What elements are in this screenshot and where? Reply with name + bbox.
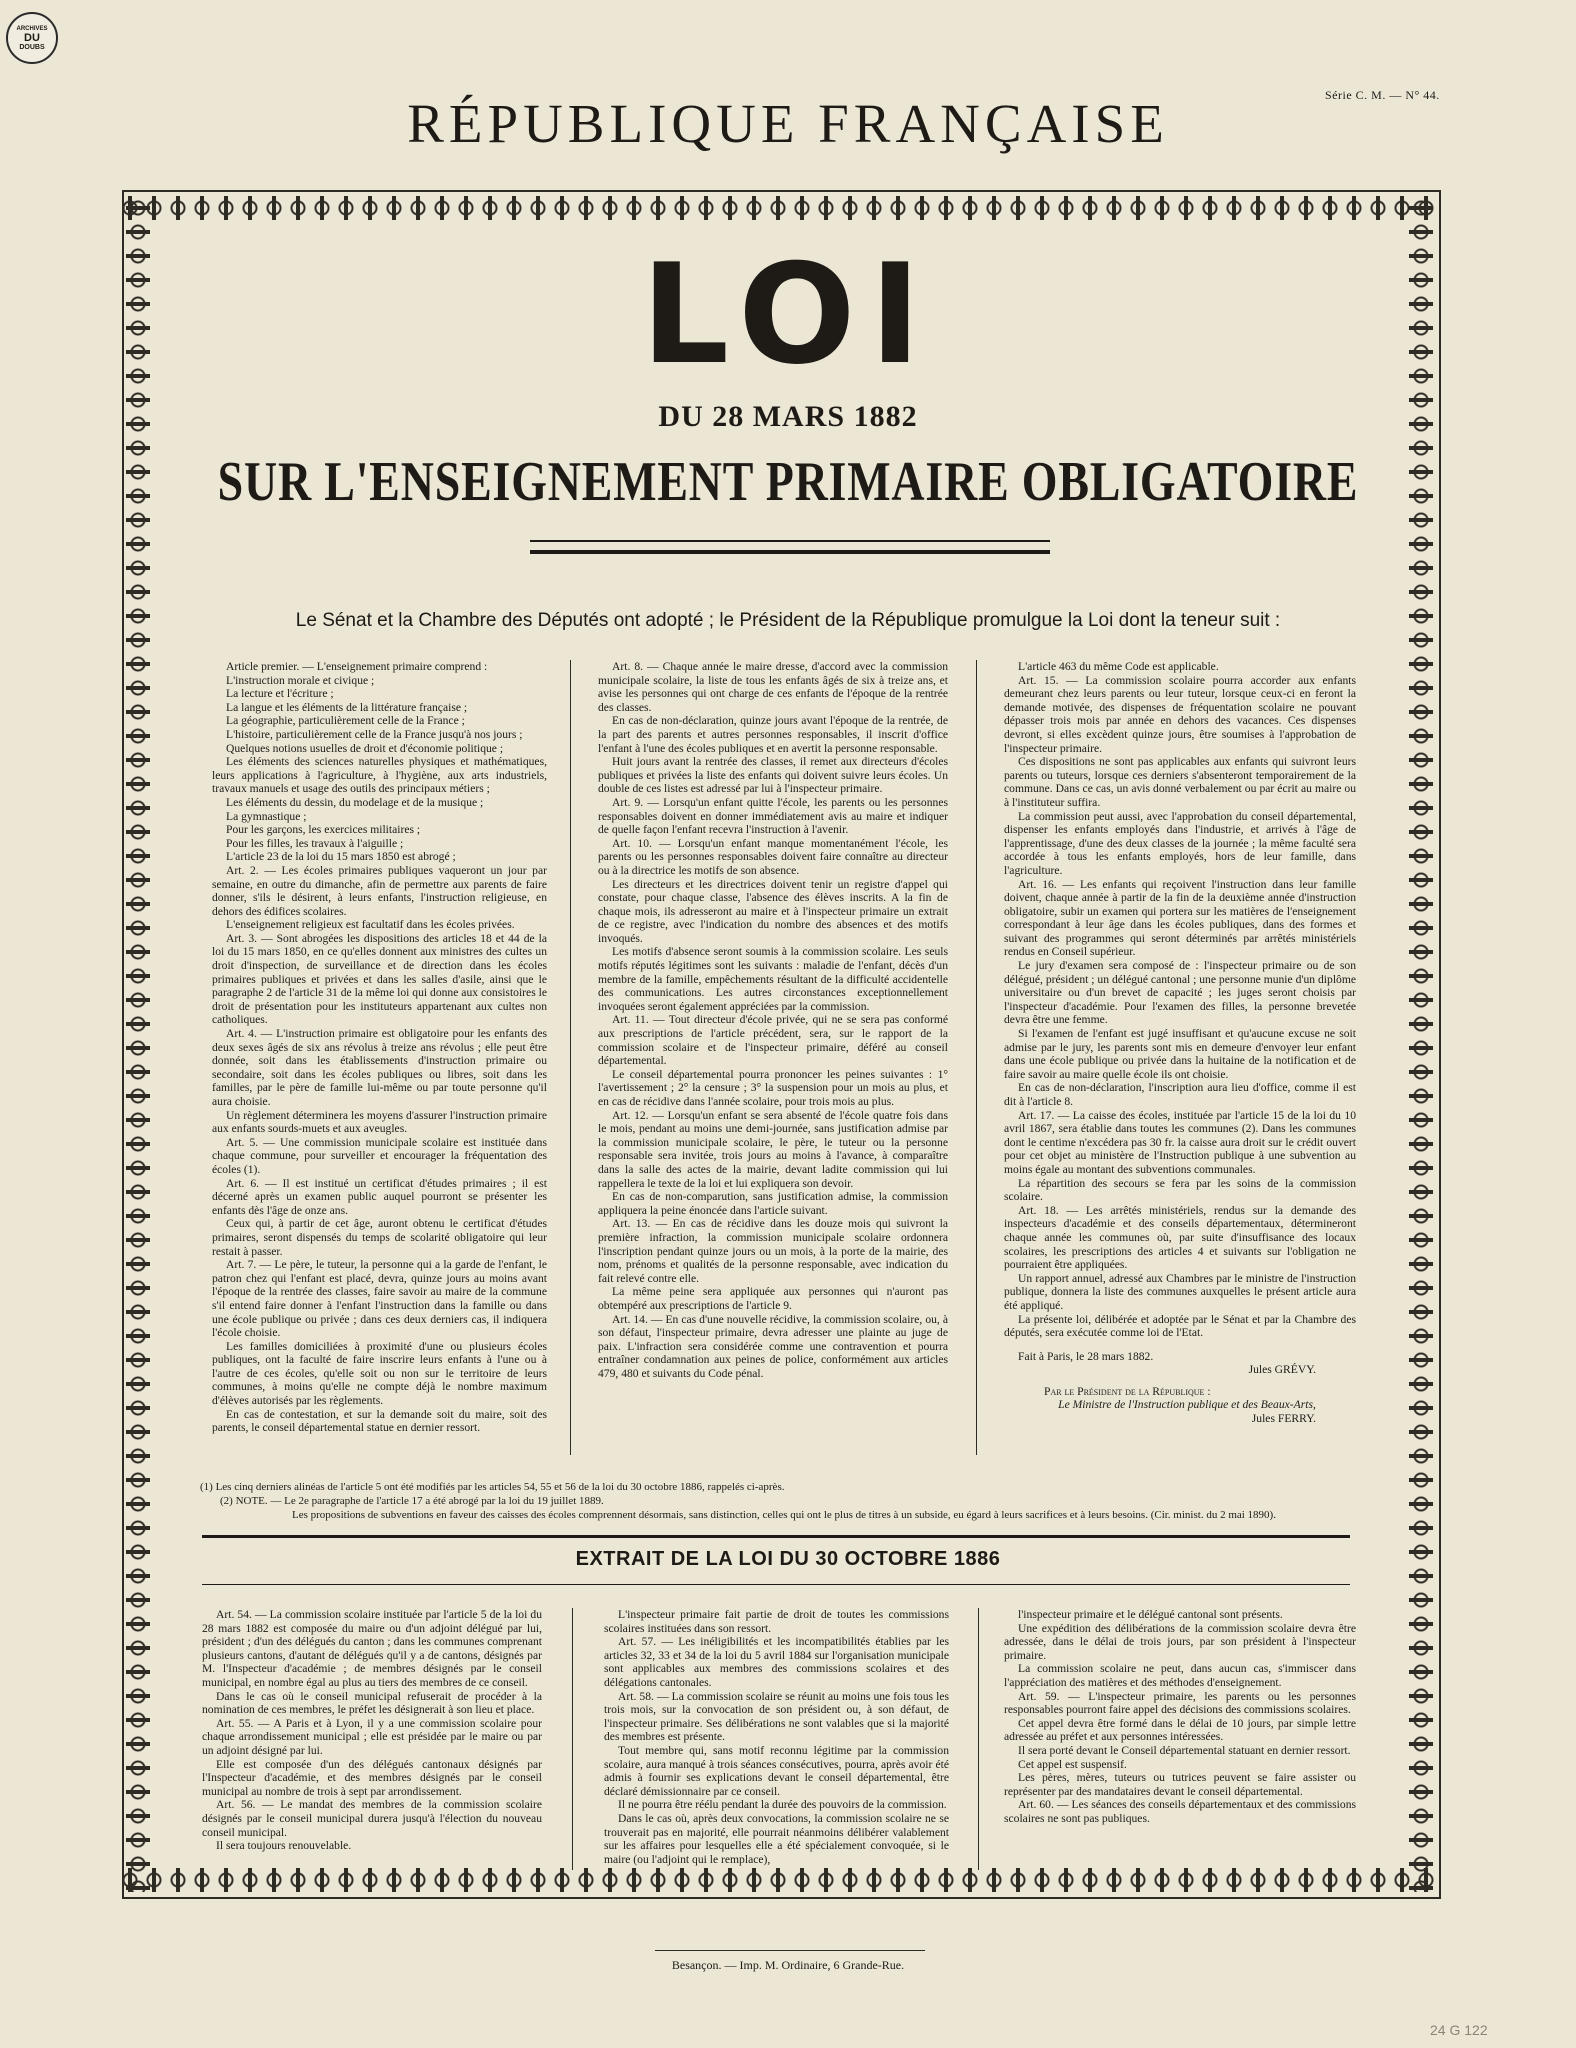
law-column-1 — [212, 660, 547, 1435]
paragraph: L'enseignement religieux est facultatif dans les écoles privées. — [226, 918, 515, 932]
signature-president: Jules GRÉVY. — [1248, 1363, 1316, 1377]
paragraph: Dans le cas où, après deux convocations, la commission scolaire ne se trouverait pas en majorité, elle pourrait néanmoins délibérer valablement sur les affaires pour lesquelles elle a été spécialement convoquée, si le maire (ou l'adjoint qui le remplace), — [604, 1811, 949, 1866]
paragraph: Les directeurs et les directrices doivent tenir un registre d'appel qui constate, pour chaque classe, l'absence des élèves inscrits. A la fin de chaque mois, ils adresseront au maire et à l'inspecteur primaire un extrait de ce registre, avec l'indication du nombre des absences et des motifs invoqués. — [598, 877, 948, 945]
stamp-line: ARCHIVES — [16, 25, 48, 32]
paragraph: Un règlement déterminera les moyens d'assurer l'instruction primaire aux enfants sourds-muets et aux aveugles. — [212, 1108, 547, 1136]
footnotes — [200, 1480, 1360, 1522]
paragraph: Art. 10. — Lorsqu'un enfant manque momentanément l'école, les parents ou les personnes responsables doivent faire connaître au directeur ou à la directrice les motifs de son absence. — [598, 836, 948, 877]
signature-minister-title: Le Ministre de l'Instruction publique et des Beaux-Arts, — [1058, 1398, 1316, 1412]
footnote-2: (2) NOTE. — Le 2e paragraphe de l'article 17 a été abrogé par la loi du 19 juillet 1889. — [220, 1495, 604, 1507]
column-divider — [572, 1608, 573, 1870]
paragraph: La présente loi, délibérée et adoptée par le Sénat et par la Chambre des députés, sera exécutée comme loi de l'Etat. — [1004, 1312, 1356, 1340]
section-rule — [202, 1584, 1350, 1585]
paragraph: Le conseil départemental pourra prononcer les peines suivantes : 1° l'avertissement ; 2° la censure ; 3° la suspension pour un mois au plus, et en cas de récidive dans l'année scolaire, pour trois mois au plus. — [598, 1067, 948, 1108]
preamble: Le Sénat et la Chambre des Députés ont adopté ; le Président de la République promulgue la Loi dont la teneur suit : — [295, 610, 1281, 631]
paragraph: Quelques notions usuelles de droit et d'économie politique ; — [226, 741, 504, 755]
paragraph: Pour les filles, les travaux à l'aiguille ; — [226, 836, 404, 850]
law-date: DU 28 MARS 1882 — [658, 400, 918, 433]
paragraph: Si l'examen de l'enfant est jugé insuffisant et qu'aucune excuse ne soit admise par le jury, les parents sont mis en demeure d'envoyer leur enfant dans une école publique ou privée dans la huitaine de la notification et de faire savoir au maire quelle école ils ont choisie. — [1004, 1027, 1356, 1081]
paragraph: Art. 57. — Les inéligibilités et les incompatibilités établies par les articles 32, 33 et 34 de la loi du 5 avril 1884 sur l'organisation municipale sont applicables aux membres des commissions scolaires et des délégations cantonales. — [604, 1635, 949, 1689]
extrait-column-3 — [1004, 1608, 1356, 1826]
ornament-border-bottom — [118, 1868, 1441, 1892]
paragraph: Art. 9. — Lorsqu'un enfant quitte l'école, les parents ou les personnes responsables doivent en donner immédiatement avis au maire et indiquer de quelle façon l'enfant recevra l'instruction à l'avenir. — [598, 795, 948, 837]
paragraph: Art. 60. — Les séances des conseils départementaux et des commissions scolaires ne sont pas publiques. — [1004, 1798, 1356, 1825]
stamp-line: DOUBS — [19, 43, 45, 51]
paragraph: Huit jours avant la rentrée des classes, il remet aux directeurs d'écoles publiques et privées la liste des enfants qui doivent suivre leurs écoles. Un double de ces listes est adressé par lui à l'inspecteur primaire. — [598, 755, 948, 796]
paragraph: L'instruction morale et civique ; — [226, 673, 375, 687]
paragraph: Les éléments du dessin, du modelage et de la musique ; — [226, 795, 484, 809]
section-rule — [202, 1535, 1350, 1538]
paragraph: Un rapport annuel, adressé aux Chambres par le ministre de l'instruction publique, donnera la liste des communes auxquelles le présent article aura été appliqué. — [1004, 1271, 1356, 1312]
ornament-border-top — [118, 196, 1441, 220]
footnote-3: Les propositions de subventions en faveur des caisses des écoles comprennent désormais, sans distinction, celles qui ont le plus de titres à un subside, eu égard à leurs sacrifices et à leurs besoins. (Cir. minist. du 2 mai 1890). — [292, 1509, 1276, 1521]
paragraph: Le jury d'examen sera composé de : l'inspecteur primaire ou de son délégué, président ; un délégué cantonal ; une personne munie d'un diplôme universitaire ou d'un brevet de capacité ; les juges seront choisis par l'inspecteur d'académie. Pour l'examen des filles, la personne brevetée devra être une femme. — [1004, 959, 1356, 1027]
law-subject: SUR L'ENSEIGNEMENT PRIMAIRE OBLIGATOIRE — [217, 451, 1359, 513]
archive-reference: 24 G 122 — [1430, 2022, 1488, 2038]
extrait-title: EXTRAIT DE LA LOI DU 30 OCTOBRE 1886 — [575, 1548, 1001, 1570]
series-number: Série C. M. — N° 44. — [1325, 88, 1440, 102]
paragraph: Les éléments des sciences naturelles physiques et mathématiques, leurs applications à l'agriculture, à l'hygiène, aux arts industriels, travaux manuels et usage des outils des principaux métiers ; — [212, 755, 547, 796]
paragraph: L'histoire, particulièrement celle de la France jusqu'à nos jours ; — [226, 727, 523, 741]
extrait-column-1 — [202, 1608, 542, 1853]
paragraph: Art. 12. — Lorsqu'un enfant se sera absenté de l'école quatre fois dans le mois, pendant au moins une demi-journée, sans justification admise par la commission municipale scolaire, le père, le tuteur ou la personne responsable sera invitée, trois jours au moins à l'avance, à comparaître dans la salle des actes de la mairie, devant ladite commission qui lui rappellera le texte de la loi et lui expliquera son devoir. — [598, 1108, 948, 1190]
paragraph: En cas de non-déclaration, quinze jours avant l'époque de la rentrée, de la part des parents et autres personnes responsables, il inscrit d'office l'enfant à l'une des écoles publiques et en avertit la personne responsable. — [598, 714, 948, 755]
column-divider — [976, 660, 977, 1455]
paragraph: Art. 59. — L'inspecteur primaire, les parents ou les personnes responsables pourront faire appel des décisions des commissions scolaires. — [1004, 1689, 1356, 1717]
paragraph: Art. 15. — La commission scolaire pourra accorder aux enfants demeurant chez leurs parents ou leur tuteur, lorsque ceux-ci en feront la demande motivée, des dispenses de fréquentation scolaire ne pouvant dépasser trois mois par année en dehors des vacances. Ces dispenses devront, si elles excèdent quinze jours, être soumises à l'approbation de l'inspecteur primaire. — [1004, 673, 1356, 755]
paragraph: La commission peut aussi, avec l'approbation du conseil départemental, dispenser les enfants employés dans l'industrie, et arrivés à l'âge de l'apprentissage, d'une des deux classes de la journée ; la même faculté sera accordée à tous les enfants employés, hors de leur famille, dans l'agriculture. — [1004, 809, 1356, 877]
loi-title: LOI — [641, 234, 935, 395]
paragraph: Article premier. — L'enseignement primaire comprend : — [226, 660, 488, 673]
paragraph: Pour les garçons, les exercices militaires ; — [226, 823, 421, 837]
paragraph: Art. 6. — Il est institué un certificat d'études primaires ; il est décerné après un examen public auquel pourront se présenter les enfants dès l'âge de onze ans. — [212, 1176, 547, 1217]
paragraph: Art. 11. — Tout directeur d'école privée, qui ne se sera pas conformé aux prescriptions de l'article précédent, sera, sur le rapport de la commission scolaire et de l'inspecteur primaire, déféré au conseil départemental. — [598, 1013, 948, 1068]
paragraph: En cas de non-déclaration, l'inscription aura lieu d'office, comme il est dit à l'article 8. — [1004, 1081, 1356, 1108]
paragraph: L'article 463 du même Code est applicable. — [1018, 660, 1219, 673]
paragraph: Art. 3. — Sont abrogées les dispositions des articles 18 et 44 de la loi du 15 mars 1850, en ce qu'elles donnent aux ministres des cultes un droit d'inspection, de surveillance et de direction dans les écoles primaires publiques et privées et dans les salles d'asile, ainsi que le paragraphe 2 de l'article 31 de la même loi qui donne aux consistoires le droit de présentation pour les instituteurs appartenant aux cultes non catholiques. — [212, 931, 547, 1027]
paragraph: La répartition des secours se fera par les soins de la commission scolaire. — [1004, 1176, 1356, 1204]
paragraph: Art. 5. — Une commission municipale scolaire est instituée dans chaque commune, pour surveiller et encourager la fréquentation des écoles (1). — [212, 1135, 547, 1176]
paragraph: Cet appel devra être formé dans le délai de 10 jours, par simple lettre adressée au préfet et aux personnes intéressées. — [1004, 1716, 1356, 1744]
imprimeur-line: Besançon. — Imp. M. Ordinaire, 6 Grande-Rue. — [671, 1958, 905, 1972]
paragraph: Tout membre qui, sans motif reconnu légitime par la commission scolaire, aura manqué à trois séances consécutives, pourra, après avoir été admis à fournir ses explications devant le conseil départemental, être déclaré démissionnaire par ce conseil. — [604, 1743, 949, 1798]
paragraph: L'article 23 de la loi du 15 mars 1850 est abrogé ; — [226, 850, 456, 864]
paragraph: Art. 4. — L'instruction primaire est obligatoire pour les enfants des deux sexes âgés de six ans révolus à treize ans révolus ; elle peut être donnée, soit dans les établissements d'instruction primaire ou secondaire, soit dans les écoles publiques ou libres, soit dans les familles, par le père de famille lui-même ou par toute personne qu'il aura choisie. — [212, 1027, 547, 1108]
title-divider — [530, 540, 1050, 554]
paragraph: La gymnastique ; — [226, 809, 307, 823]
paragraph: Il sera porté devant le Conseil départemental statuant en dernier ressort. — [1018, 1743, 1351, 1757]
paragraph: Ces dispositions ne sont pas applicables aux enfants qui suivront leurs parents ou tuteurs, lorsque ces derniers s'absenteront temporairement de la commune. Dans ce cas, un avis donné verbalement ou par écrit au maire ou à l'instituteur suffira. — [1004, 755, 1356, 809]
column-divider — [978, 1608, 979, 1870]
paragraph: Ceux qui, à partir de cet âge, auront obtenu le certificat d'études primaires, seront dispensés du temps de scolarité obligatoire qui leur restait à passer. — [212, 1217, 547, 1258]
paragraph: Il ne pourra être réélu pendant la durée des pouvoirs de la commission. — [618, 1798, 947, 1812]
paragraph: Cet appel est suspensif. — [1018, 1757, 1127, 1771]
paragraph: Art. 54. — La commission scolaire instituée par l'article 5 de la loi du 28 mars 1882 est composée du maire ou d'un adjoint délégué par lui, président ; d'un des délégués du canton ; dans les communes comprenant plusieurs cantons, d'autant de délégués qu'il y a de cantons, désignés par M. l'Inspecteur d'académie ; de membres désignés par le conseil municipal, en nombre égal au plus au tiers des membres de ce conseil. — [202, 1608, 542, 1689]
paragraph: Art. 56. — Le mandat des membres de la commission scolaire désignés par le conseil municipal durera jusqu'à l'élection du nouveau conseil municipal. — [202, 1798, 542, 1839]
paragraph: Art. 8. — Chaque année le maire dresse, d'accord avec la commission municipale scolaire, la liste de tous les enfants âgés de six à treize ans, et avise les personnes qui ont charge de ces enfants de l'époque de la rentrée des classes. — [598, 660, 948, 714]
paragraph: En cas de contestation, et sur la demande soit du maire, soit des parents, le conseil départemental statue en dernier ressort. — [212, 1407, 547, 1435]
signature-par-le-president: Par le Président de la République : — [1044, 1384, 1211, 1398]
paragraph: Art. 55. — A Paris et à Lyon, il y a une commission scolaire pour chaque arrondissement municipal ; elle est présidée par le maire ou par un adjoint désigné par lui. — [202, 1716, 542, 1757]
paragraph: Art. 13. — En cas de récidive dans les douze mois qui suivront la première infraction, la commission municipale scolaire ordonnera l'inscription pendant quinze jours ou un mois, à la porte de la mairie, des nom, prénoms et qualités de la personne responsable, avec indication du fait relevé contre elle. — [598, 1217, 948, 1285]
law-column-2 — [598, 660, 948, 1380]
paragraph: l'inspecteur primaire et le délégué cantonal sont présents. — [1018, 1608, 1283, 1621]
signature-place-date: Fait à Paris, le 28 mars 1882. — [1018, 1349, 1154, 1363]
paragraph: Art. 58. — La commission scolaire se réunit au moins une fois tous les trois mois, sur la convocation de son président ou, à son défaut, de l'inspecteur primaire. Ses délibérations ne sont valables que si la majorité des membres est présente. — [604, 1689, 949, 1744]
paragraph: Elle est composée d'un des délégués cantonaux désignés par l'Inspecteur d'académie, et des membres désignés par le conseil municipal au nombre de trois à sept par arrondissement. — [202, 1757, 542, 1798]
footnote-1: (1) Les cinq derniers alinéas de l'article 5 ont été modifiés par les articles 54, 55 et 56 de la loi du 30 octobre 1886, rappelés ci-après. — [200, 1481, 785, 1493]
paragraph: L'inspecteur primaire fait partie de droit de toutes les commissions scolaires instituées dans son ressort. — [604, 1608, 949, 1635]
law-column-3 — [1004, 660, 1356, 1426]
paragraph: En cas de non-comparution, sans justification admise, la commission appliquera la peine énoncée dans l'article suivant. — [598, 1190, 948, 1217]
paragraph: Dans le cas où le conseil municipal refuserait de procéder à la nomination de ces membres, le préfet les désignerait à son lieu et place. — [202, 1689, 542, 1717]
extrait-column-2 — [604, 1608, 949, 1866]
paragraph: Art. 7. — Le père, le tuteur, la personne qui a la garde de l'enfant, le patron chez qui l'enfant est placé, devra, quinze jours au moins avant l'époque de la rentrée des classes, faire savoir au maire de la commune s'il entend faire donner à l'enfant l'instruction dans la famille ou dans une école publique ou privée ; dans ces deux derniers cas, il indiquera l'école choisie. — [212, 1258, 547, 1340]
signature-minister-name: Jules FERRY. — [1251, 1412, 1316, 1426]
paragraph: Art. 18. — Les arrêtés ministériels, rendus sur la demande des inspecteurs d'académie et des conseils départementaux, détermineront chaque année les communes où, par suite d'insuffisance des locaux scolaires, les prescriptions des articles 4 et suivants sur l'obligation ne pourraient être appliquées. — [1004, 1203, 1356, 1272]
stamp-line: DU — [24, 31, 40, 44]
paragraph: Les pères, mères, tuteurs ou tutrices peuvent se faire assister ou représenter par des mandataires devant le conseil départemental. — [1004, 1771, 1356, 1798]
paragraph: Il sera toujours renouvelable. — [216, 1839, 352, 1853]
paragraph: La commission scolaire ne peut, dans aucun cas, s'immiscer dans l'appréciation des matières et des méthodes d'enseignement. — [1004, 1662, 1356, 1689]
paragraph: Art. 2. — Les écoles primaires publiques vaqueront un jour par semaine, en outre du dimanche, afin de permettre aux parents de faire donner, s'ils le désirent, à leurs enfants, l'instruction religieuse, en dehors des édifices scolaires. — [212, 863, 547, 918]
paragraph: La lecture et l'écriture ; — [226, 687, 334, 701]
paragraph: La géographie, particulièrement celle de la France ; — [226, 714, 465, 728]
paragraph: Art. 14. — En cas d'une nouvelle récidive, la commission scolaire, ou, à son défaut, l'inspecteur primaire, devra adresser une plainte au juge de paix. L'infraction sera considérée comme une contravention et pourra entraîner condamnation aux peines de police, conformément aux articles 479, 480 et suivants du Code pénal. — [598, 1312, 948, 1380]
paragraph: Art. 16. — Les enfants qui reçoivent l'instruction dans leur famille doivent, chaque année à partir de la fin de la deuxième année d'instruction obligatoire, subir un examen qui portera sur les matières de l'enseignement correspondant à leur âge dans les écoles publiques, dans des formes et suivant des programmes qui seront déterminés par arrêtés ministériels rendus en Conseil supérieur. — [1004, 877, 1356, 959]
republique-heading: RÉPUBLIQUE FRANÇAISE — [407, 93, 1169, 154]
paragraph: La même peine sera appliquée aux personnes qui n'auront pas obtempéré aux prescriptions de l'article 9. — [598, 1285, 948, 1312]
paragraph: Art. 17. — La caisse des écoles, instituée par l'article 15 de la loi du 10 avril 1867, sera établie dans toutes les communes (2). Dans les communes dont le centime n'excédera pas 30 fr. la caisse aura droit sur le crédit ouvert pour cet objet au ministère de l'Instruction publique à une subvention au moins égale au montant des subventions communales. — [1004, 1108, 1356, 1176]
imprint-rule — [655, 1950, 925, 1951]
paragraph: La langue et les éléments de la littérature française ; — [226, 700, 468, 714]
archive-stamp — [6, 12, 58, 64]
paragraph: Une expédition des délibérations de la commission scolaire devra être adressée, dans le délai de trois jours, par son président à l'inspecteur primaire. — [1004, 1621, 1356, 1662]
paragraph: Les familles domiciliées à proximité d'une ou plusieurs écoles publiques, ont la faculté de faire inscrire leurs enfants à l'une ou à l'autre de ces écoles, qu'elle soit ou non sur le territoire de leurs communes, à moins qu'elle ne compte déjà le nombre maximum d'élèves autorisés par les règlements. — [212, 1339, 547, 1408]
paragraph: Les motifs d'absence seront soumis à la commission scolaire. Les seuls motifs réputés légitimes sont les suivants : maladie de l'enfant, décès d'un membre de la famille, empêchements résultant de la difficulté accidentelle des communications. Les autres circonstances exceptionnellement invoquées seront également appréciées par la commission. — [598, 945, 948, 1013]
column-divider — [570, 660, 571, 1455]
